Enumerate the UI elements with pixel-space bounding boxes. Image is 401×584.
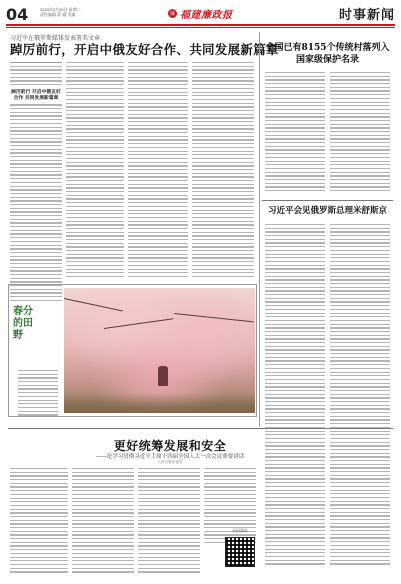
qr-code-icon[interactable]	[225, 537, 255, 567]
newspaper-logo-icon: 廉	[169, 11, 175, 17]
lead-kicker: 习近平在俄罗斯媒体发表署名文章	[10, 35, 101, 42]
photo-farmer	[158, 366, 168, 386]
right-top-headline: 全国已有8155个传统村落列入国家级保护名录	[265, 43, 390, 65]
issue-meta	[40, 7, 110, 17]
lead-subhead: 踔厉前行 开启中俄友好合作 共同发展新篇章	[11, 89, 61, 102]
lead-column-2	[66, 62, 124, 277]
blossom-field-photo	[64, 288, 255, 413]
lead-column-4	[192, 62, 254, 277]
right-top-column-1	[265, 72, 325, 191]
photo-caption	[18, 370, 58, 416]
feature-column-1	[10, 468, 68, 573]
feature-top-rule	[8, 428, 393, 429]
photo-story-title: 春分的田野	[13, 306, 33, 341]
right-mid-column-2	[330, 224, 390, 565]
right-divider	[262, 200, 393, 201]
right-mid-column-1	[265, 224, 325, 565]
section-name: 时事新闻	[338, 8, 395, 23]
lead-column-3	[128, 62, 188, 277]
lead-column-1	[10, 62, 62, 301]
right-top-column-2	[330, 72, 390, 191]
feature-column-2	[72, 468, 134, 573]
header-rule	[6, 24, 395, 26]
feature-byline: 人民日报评论员	[157, 460, 183, 464]
feature-subtitle: ——论学习贯彻习近平主席十四届全国人大一次会议重要讲话	[95, 454, 245, 460]
feature-headline: 更好统筹发展和安全	[113, 439, 227, 453]
masthead-title: 福建廉政报	[180, 10, 233, 21]
page-number: 04	[6, 5, 29, 24]
photo-branch	[64, 298, 123, 311]
header-rule-thin	[6, 27, 395, 28]
lead-headline: 踔厉前行，开启中俄友好合作、共同发展新篇章	[10, 42, 279, 57]
issue-editors: 责任编辑 薛 瑜 美编	[40, 12, 76, 17]
issue-date: 2023年3月28日 星期二	[40, 7, 81, 12]
photo-branch	[174, 313, 254, 322]
masthead	[168, 6, 233, 21]
right-mid-headline: 习近平会见俄罗斯总理米舒斯京	[267, 206, 387, 216]
page-header	[0, 0, 401, 28]
column-divider	[259, 32, 260, 427]
photo-ground	[64, 393, 255, 413]
feature-column-3	[138, 468, 200, 573]
qr-label: 扫码阅读	[232, 528, 248, 533]
photo-branch	[104, 318, 173, 329]
